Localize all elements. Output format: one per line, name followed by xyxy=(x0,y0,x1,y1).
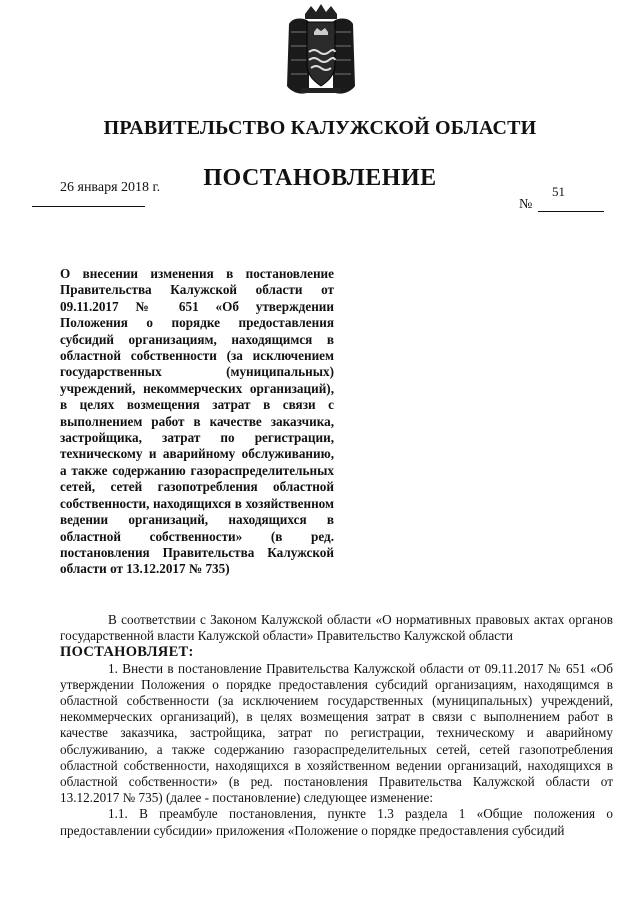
resolves-heading: ПОСТАНОВЛЯЕТ: xyxy=(60,644,194,661)
document-number: 51 xyxy=(552,184,565,199)
preamble-paragraph: В соответствии с Законом Калужской области «О нормативных правовых актах органов государственной власти Калужской области» Правительство Калужской области xyxy=(60,612,613,644)
document-date: 26 января 2018 г. xyxy=(60,180,161,195)
coat-of-arms-icon xyxy=(283,2,359,100)
date-underline xyxy=(32,206,145,207)
government-title: ПРАВИТЕЛЬСТВО КАЛУЖСКОЙ ОБЛАСТИ xyxy=(103,117,537,139)
item-1-1-paragraph: 1.1. В преамбуле постановления, пункте 1.3 раздела 1 «Общие положения о предоставлении субсидии» приложения «Положение о порядке предоставления субсидий xyxy=(60,806,613,838)
document-subject: О внесении изменения в постановление Правительства Калужской области от 09.11.2017 № 651 «Об утверждении Положения о порядке предоставления субсидий организациям, находящимся в областной собственности (за исключением государственных (муниципальных) учреждений, некоммерческих организаций), в целях возмещения затрат в связи с выполнением работ в качестве заказчика, застройщика, затрат по регистрации, техническому и аварийному обслуживанию, а также содержанию газораспределительных сетей, сетей газопотребления областной собственности, находящихся в хозяйственном ведении организаций, находящихся в областной собственности» (в ред. постановления Правительства Калужской области от 13.12.2017 № 735) xyxy=(60,266,334,577)
document-type-title: ПОСТАНОВЛЕНИЕ xyxy=(203,165,437,191)
number-label: № xyxy=(519,197,533,212)
number-underline xyxy=(538,211,604,212)
item-1-paragraph: 1. Внести в постановление Правительства Калужской области от 09.11.2017 № 651 «Об утверждении Положения о порядке предоставления субсидий организациям, находящимся в областной собственности (за исключением государственных (муниципальных) учреждений, некоммерческих организаций), в целях возмещения затрат в связи с выполнением работ в качестве заказчика, застройщика, затрат по регистрации, техническому и аварийному обслуживанию, а также содержанию газораспределительных сетей, сетей газопотребления областной собственности, находящихся в хозяйственном ведении организаций, находящихся в областной собственности» (в ред. постановления Правительства Калужской области от 13.12.2017 № 735) (далее - постановление) следующее изменение: xyxy=(60,660,613,806)
document-body xyxy=(60,612,613,839)
